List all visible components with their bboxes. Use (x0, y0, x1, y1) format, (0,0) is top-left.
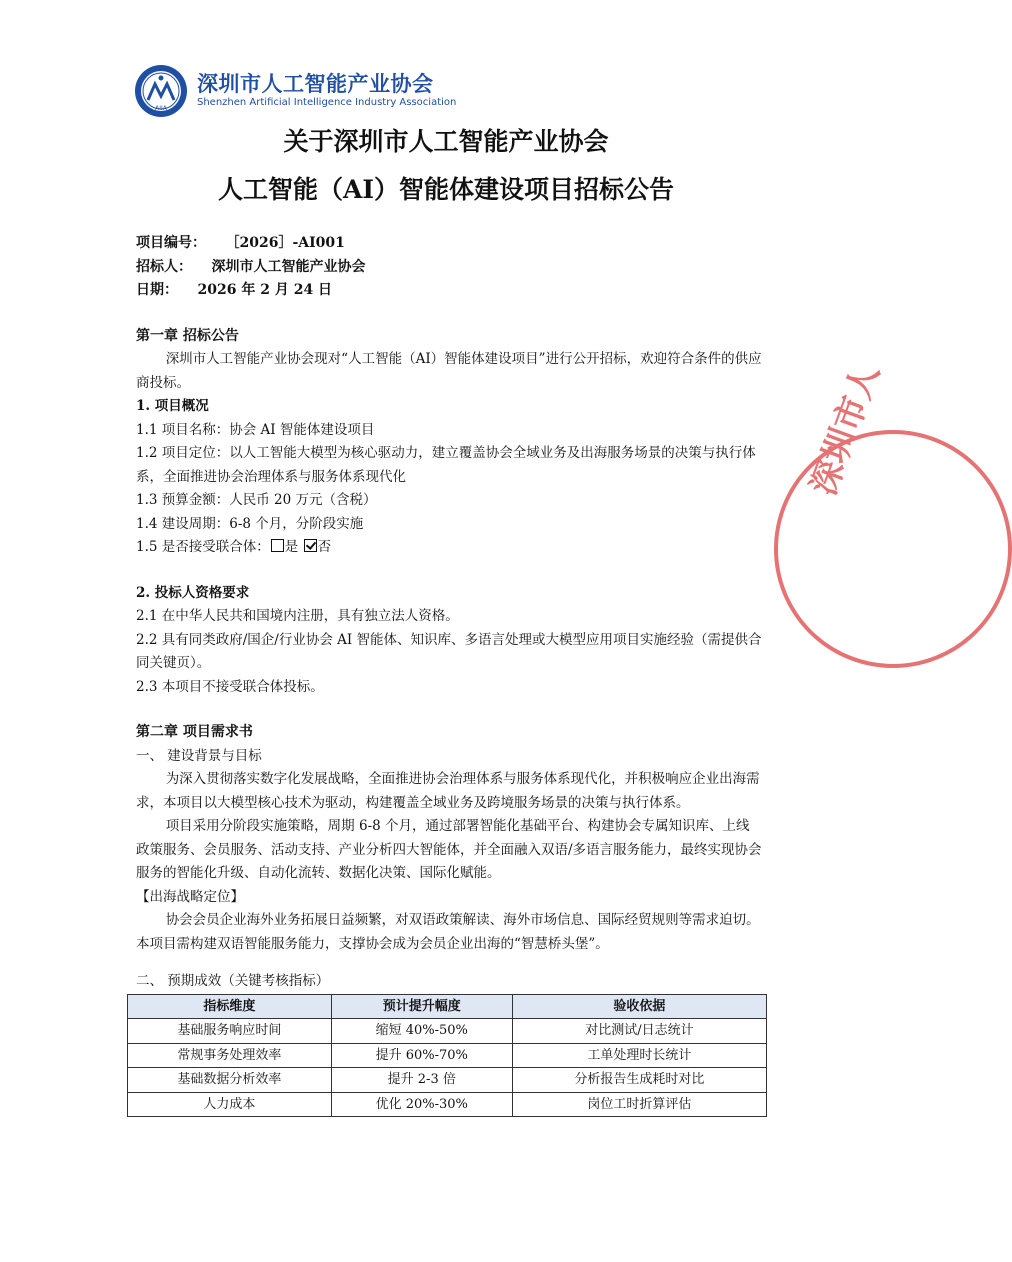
item-2-2: 2.2 具有同类政府/国企/行业协会 AI 智能体、知识库、多语言处理或大模型应用项目实施经验（需提供合同关键页）。 (136, 631, 762, 671)
chapter1-heading: 第一章 招标公告 (136, 327, 239, 344)
table-header-cell: 预计提升幅度 (331, 994, 512, 1019)
project-number-row (136, 232, 762, 256)
logo-text: AIIA (155, 105, 167, 112)
tenderer-value: 深圳市人工智能产业协会 (211, 258, 366, 275)
overseas-strategy-paragraph: 协会会员企业海外业务拓展日益频繁，对双语政策解读、海外市场信息、国际经贸规则等需求迫切。本项目需构建双语智能服务能力，支撑协会成为会员企业出海的“智慧桥头堡”。 (136, 912, 760, 952)
date-row (136, 279, 762, 303)
item-1-4: 1.4 建设周期：6-8 个月，分阶段实施 (136, 515, 364, 532)
table-row (128, 1043, 767, 1068)
section-qualification-heading: 2. 投标人资格要求 (136, 584, 250, 601)
item-1-3: 1.3 预算金额：人民币 20 万元（含税） (136, 492, 377, 508)
table-cell: 对比测试/日志统计 (512, 1019, 766, 1044)
project-number-value: ［2026］-AI001 (225, 235, 345, 251)
document-title-line2: 人工智能（AI）智能体建设项目招标公告 (217, 175, 675, 204)
tenderer-label: 招标人： (136, 258, 192, 275)
table-cell: 基础服务响应时间 (128, 1019, 332, 1044)
seal-text: 深圳市人 (803, 358, 888, 501)
table-row (128, 1092, 767, 1117)
item-1-5 (136, 536, 762, 560)
tenderer-row (136, 256, 762, 280)
table-cell: 缩短 40%-50% (331, 1019, 512, 1044)
table-cell: 提升 2-3 倍 (331, 1068, 512, 1093)
item-1-5-no: 否 (317, 539, 332, 555)
item-2-1: 2.1 在中华人民共和国境内注册，具有独立法人资格。 (136, 608, 459, 624)
kpi-table (127, 994, 767, 1118)
section-project-overview-heading: 1. 项目概况 (136, 398, 209, 414)
table-header-cell: 验收依据 (512, 994, 766, 1019)
background-paragraph-2: 项目采用分阶段实施策略，周期 6-8 个月，通过部署智能化基础平台、构建协会专属知识库、上线政策服务、会员服务、活动支持、产业分析四大智能体，并全面融入双语/多语言服务能力，最终实现协会服务的智能化升级、自动化流转、数据化决策、国际化赋能。 (136, 818, 762, 881)
checkbox-no-checked-icon (304, 539, 317, 552)
item-1-5-yes: 是 (284, 539, 299, 555)
table-cell: 分析报告生成耗时对比 (512, 1068, 766, 1093)
item-2-3: 2.3 本项目不接受联合体投标。 (136, 678, 324, 695)
item-1-2: 1.2 项目定位：以人工智能大模型为核心驱动力，建立覆盖协会全域业务及出海服务场景的决策与执行体系，全面推进协会治理体系与服务体系现代化 (136, 445, 756, 485)
table-cell: 岗位工时折算评估 (512, 1092, 766, 1117)
table-cell: 工单处理时长统计 (512, 1043, 766, 1068)
document-body (136, 232, 762, 1117)
date-label: 日期： (136, 282, 178, 298)
date-value: 2026 年 2 月 24 日 (197, 282, 333, 298)
document-title-line1: 关于深圳市人工智能产业协会 (283, 127, 609, 156)
table-cell: 人力成本 (128, 1092, 332, 1117)
item-1-5-label: 1.5 是否接受联合体： (136, 539, 270, 555)
chapter1-intro: 深圳市人工智能产业协会现对“人工智能（AI）智能体建设项目”进行公开招标，欢迎符合条件的供应商投标。 (136, 351, 762, 391)
table-cell: 基础数据分析效率 (128, 1068, 332, 1093)
table-cell: 常规事务处理效率 (128, 1043, 332, 1068)
table-row (128, 1068, 767, 1093)
item-1-1: 1.1 项目名称：协会 AI 智能体建设项目 (136, 421, 375, 438)
table-cell: 优化 20%-30% (331, 1092, 512, 1117)
checkbox-yes-unchecked-icon (271, 539, 284, 552)
section-kpi-heading: 二、 预期成效（关键考核指标） (136, 973, 330, 989)
project-number-label: 项目编号： (136, 235, 206, 251)
org-name-en: Shenzhen Artificial Intelligence Industry Association (197, 97, 457, 108)
table-header-row (128, 994, 767, 1019)
overseas-strategy-heading: 【出海战略定位】 (136, 888, 244, 905)
table-row (128, 1019, 767, 1044)
table-cell: 提升 60%-70% (331, 1043, 512, 1068)
section-background-heading: 一、 建设背景与目标 (136, 747, 262, 764)
table-header-cell: 指标维度 (128, 994, 332, 1019)
official-seal-stamp (774, 358, 1012, 668)
background-paragraph-1: 为深入贯彻落实数字化发展战略，全面推进协会治理体系与服务体系现代化，并积极响应企业出海需求，本项目以大模型核心技术为驱动，构建覆盖全域业务及跨境服务场景的决策与执行体系。 (136, 771, 760, 811)
association-logo-icon (134, 64, 188, 118)
org-name-cn: 深圳市人工智能产业协会 (197, 72, 434, 96)
chapter2-heading: 第二章 项目需求书 (136, 724, 253, 740)
